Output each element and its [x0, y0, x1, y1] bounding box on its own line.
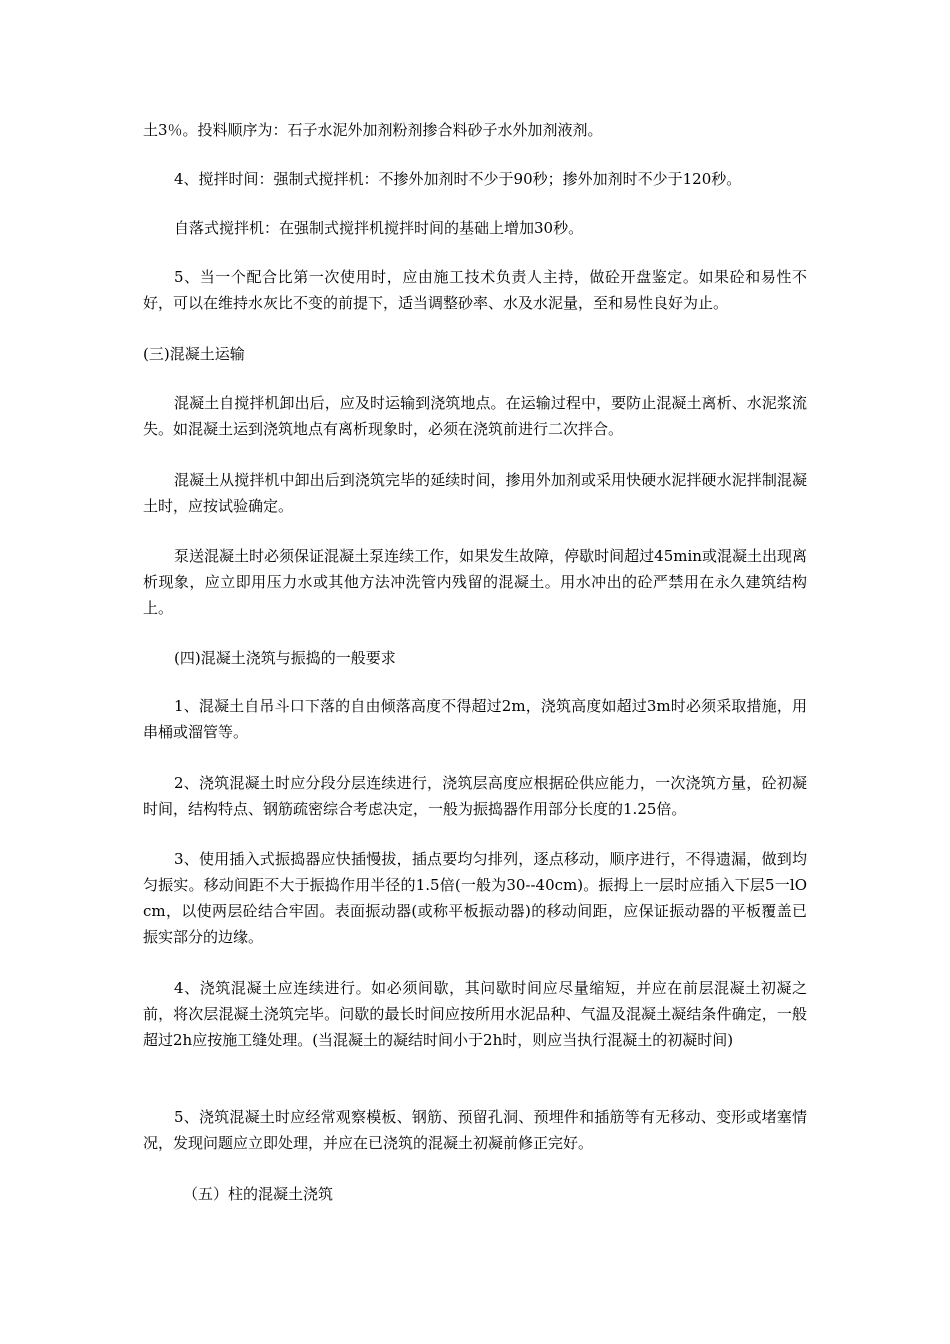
- paragraph-free-fall-height: 1、混凝土自吊斗口下落的自由倾落高度不得超过2m，浇筑高度如超过3m时必须采取措施，用串桶或溜管等。: [143, 697, 807, 741]
- paragraph-mixing-time: 4、搅拌时间：强制式搅拌机：不掺外加剂时不少于90秒；掺外加剂时不少于120秒。: [174, 170, 742, 188]
- paragraph-free-fall-mixer: 自落式搅拌机：在强制式搅拌机搅拌时间的基础上增加30秒。: [174, 219, 584, 237]
- paragraph-vibrator-use: 3、使用插入式振捣器应快插慢拔，插点要均匀排列，逐点移动，顺序进行，不得遗漏，做到均匀振实。移动间距不大于振捣作用半径的1.5倍(一般为30--40cm)。振拇上一层时应插入下层5一lOcm，以使两层砼结合牢固。表面振动器(或称平板振动器)的移动间距，应保证振动器的平板覆盖已振实部分的边缘。: [143, 850, 807, 946]
- section-heading-pouring: (四)混凝土浇筑与振捣的一般要求: [174, 649, 396, 667]
- paragraph-transport: 混凝土自搅拌机卸出后，应及时运输到浇筑地点。在运输过程中，要防止混凝土离析、水泥浆流失。如混凝土运到浇筑地点有离析现象时，必须在浇筑前进行二次拌合。: [143, 394, 807, 438]
- paragraph-continuous-pouring: 4、浇筑混凝土应连续进行。如必须间歇，其问歇时间应尽量缩短，并应在前层混凝土初凝之前，将次层混凝土浇筑完毕。问歇的最长时间应按所用水泥品种、气温及混凝土凝结条件确定，一般超过2h应按施工缝处理。(当混凝土的凝结时间小于2h时，则应当执行混凝土的初凝时间): [143, 979, 807, 1049]
- paragraph-mix-order: 土3％。投料顺序为：石子水泥外加剂粉剂掺合料砂子水外加剂液剂。: [143, 121, 603, 139]
- section-heading-column-pouring: （五）柱的混凝土浇筑: [183, 1185, 334, 1203]
- paragraph-inspection: 5、浇筑混凝土时应经常观察模板、钢筋、预留孔洞、预埋件和插筋等有无移动、变形或堵塞情况，发现问题应立即处理，并应在已浇筑的混凝土初凝前修正完好。: [143, 1108, 807, 1152]
- section-heading-transport: (三)混凝土运输: [143, 345, 245, 363]
- paragraph-mix-ratio-trial: 5、当一个配合比第一次使用时，应由施工技术负责人主持，做砼开盘鉴定。如果砼和易性不好，可以在维持水灰比不变的前提下，适当调整砂率、水及水泥量，至和易性良好为止。: [143, 268, 807, 312]
- paragraph-pumping: 泵送混凝土时必须保证混凝土泵连续工作，如果发生故障，停歇时间超过45min或混凝土出现离析现象，应立即用压力水或其他方法冲洗管内残留的混凝土。用水冲出的砼严禁用在永久建筑结构上。: [143, 547, 807, 617]
- paragraph-layered-pouring: 2、浇筑混凝土时应分段分层连续进行，浇筑层高度应根据砼供应能力，一次浇筑方量，砼初凝时间，结构特点、钢筋疏密综合考虑决定，一般为振捣器作用部分长度的1.25倍。: [143, 774, 807, 818]
- paragraph-delay-time: 混凝土从搅拌机中卸出后到浇筑完毕的延续时间，掺用外加剂或采用快硬水泥拌硬水泥拌制混凝土时，应按试验确定。: [143, 471, 807, 515]
